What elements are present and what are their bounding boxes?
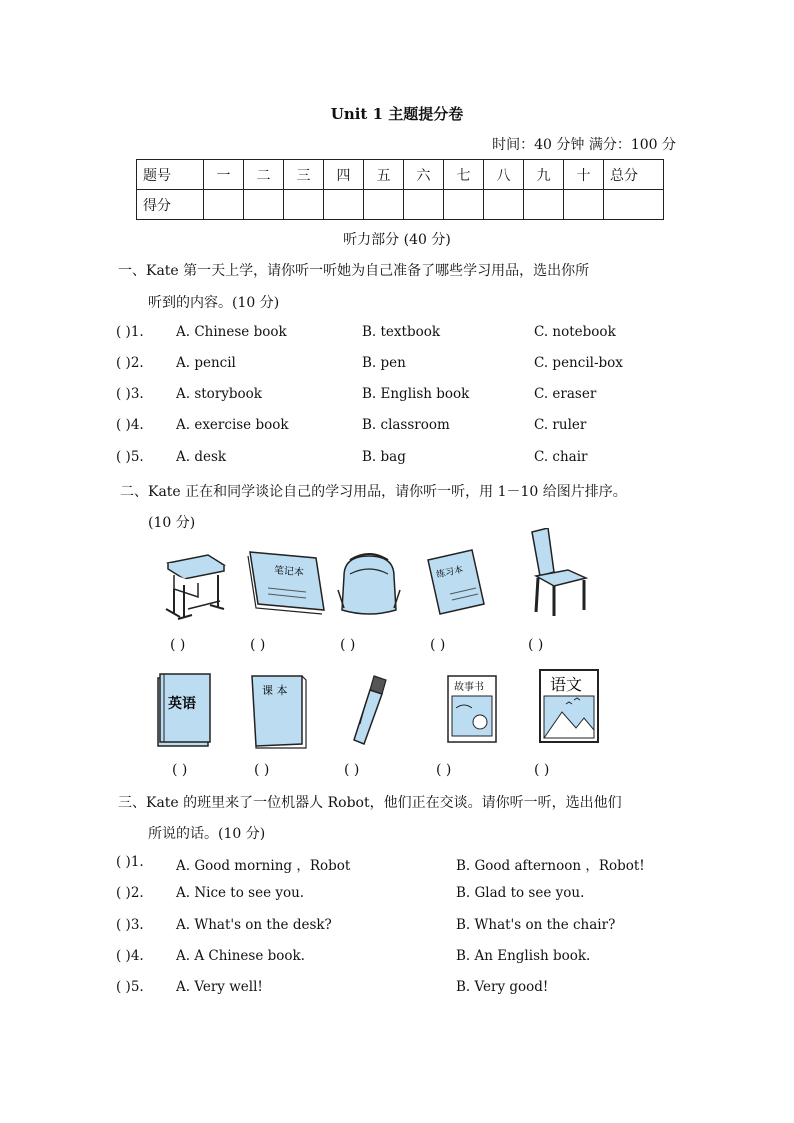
chinese-book-label: 语文 bbox=[550, 675, 583, 694]
option-a: A. Nice to see you. bbox=[176, 885, 305, 901]
option-b: B. textbook bbox=[362, 324, 441, 340]
score-input-cell[interactable] bbox=[564, 190, 604, 220]
option-a: A. desk bbox=[176, 449, 227, 465]
score-input-cell[interactable] bbox=[604, 190, 664, 220]
score-cell: 四 bbox=[324, 160, 364, 190]
part3-heading-cont: 所说的话。(10 分) bbox=[148, 826, 266, 842]
score-input-cell[interactable] bbox=[204, 190, 244, 220]
answer-blank[interactable]: ( )2. bbox=[116, 885, 144, 901]
listening-section-title: 听力部分 (40 分) bbox=[343, 232, 451, 248]
option-b: B. An English book. bbox=[456, 948, 591, 964]
picture-order-blank[interactable]: ( ) bbox=[344, 762, 360, 778]
picture-order-blank[interactable]: ( ) bbox=[528, 637, 544, 653]
option-b: B. bag bbox=[362, 449, 406, 465]
option-b: B. Glad to see you. bbox=[456, 885, 585, 901]
score-input-cell[interactable] bbox=[524, 190, 564, 220]
option-a: A. storybook bbox=[176, 386, 262, 402]
exercise-book-label: 练习本 bbox=[435, 565, 465, 581]
score-row-label: 得分 bbox=[137, 190, 204, 220]
score-table-header-row bbox=[137, 160, 664, 190]
storybook-picture bbox=[444, 674, 500, 746]
option-c: C. chair bbox=[534, 449, 588, 465]
chinese-book-picture bbox=[536, 668, 602, 746]
part1-heading-cont: 听到的内容。(10 分) bbox=[148, 295, 280, 311]
option-b: B. What's on the chair? bbox=[456, 917, 616, 933]
option-a: A. What's on the desk? bbox=[176, 917, 332, 933]
schoolbag-picture bbox=[336, 550, 402, 620]
score-input-cell[interactable] bbox=[484, 190, 524, 220]
english-book-picture bbox=[154, 672, 212, 750]
score-cell: 二 bbox=[244, 160, 284, 190]
option-c: C. ruler bbox=[534, 417, 587, 433]
score-input-cell[interactable] bbox=[444, 190, 484, 220]
option-b: B. English book bbox=[362, 386, 470, 402]
picture-order-blank[interactable]: ( ) bbox=[340, 637, 356, 653]
score-cell: 五 bbox=[364, 160, 404, 190]
score-table bbox=[136, 159, 664, 220]
picture-order-blank[interactable]: ( ) bbox=[170, 637, 186, 653]
score-input-cell[interactable] bbox=[284, 190, 324, 220]
pen-picture bbox=[350, 672, 394, 750]
answer-blank[interactable]: ( )3. bbox=[116, 917, 144, 933]
option-a: A. pencil bbox=[176, 355, 236, 371]
option-a: A. Chinese book bbox=[176, 324, 287, 340]
time-info: 时间：40 分钟 满分：100 分 bbox=[492, 137, 676, 153]
score-input-cell[interactable] bbox=[324, 190, 364, 220]
option-b: B. classroom bbox=[362, 417, 450, 433]
option-a: A. Good morning ，Robot bbox=[176, 858, 351, 874]
answer-blank[interactable]: ( )1. bbox=[116, 854, 144, 870]
score-cell: 一 bbox=[204, 160, 244, 190]
score-cell: 九 bbox=[524, 160, 564, 190]
score-cell-total: 总分 bbox=[604, 160, 664, 190]
score-input-cell[interactable] bbox=[364, 190, 404, 220]
textbook-label: 课 本 bbox=[262, 684, 288, 697]
desk-picture bbox=[158, 545, 228, 625]
part3-heading: 三、Kate 的班里来了一位机器人 Robot，他们正在交谈。请你听一听，选出他们 bbox=[118, 795, 622, 811]
textbook-picture bbox=[248, 674, 308, 750]
picture-order-blank[interactable]: ( ) bbox=[250, 637, 266, 653]
score-cell: 七 bbox=[444, 160, 484, 190]
exercise-book-picture bbox=[424, 548, 488, 618]
option-b: B. pen bbox=[362, 355, 406, 371]
option-a: A. A Chinese book. bbox=[176, 948, 305, 964]
option-a: A. exercise book bbox=[176, 417, 289, 433]
score-cell: 十 bbox=[564, 160, 604, 190]
score-input-cell[interactable] bbox=[244, 190, 284, 220]
option-c: C. pencil-box bbox=[534, 355, 623, 371]
answer-blank[interactable]: ( )1. bbox=[116, 324, 144, 340]
score-cell: 六 bbox=[404, 160, 444, 190]
answer-blank[interactable]: ( )4. bbox=[116, 417, 144, 433]
notebook-label: 笔记本 bbox=[273, 565, 305, 579]
score-input-cell[interactable] bbox=[404, 190, 444, 220]
answer-blank[interactable]: ( )5. bbox=[116, 449, 144, 465]
option-b: B. Very good! bbox=[456, 979, 549, 995]
option-c: C. notebook bbox=[534, 324, 616, 340]
option-c: C. eraser bbox=[534, 386, 597, 402]
page-title: Unit 1 主题提分卷 bbox=[330, 105, 464, 123]
answer-blank[interactable]: ( )3. bbox=[116, 386, 144, 402]
part2-heading: 二、Kate 正在和同学谈论自己的学习用品，请你听一听，用 1－10 给图片排序。 bbox=[120, 484, 627, 500]
score-cell: 三 bbox=[284, 160, 324, 190]
score-cell-label: 题号 bbox=[137, 160, 204, 190]
option-a: A. Very well! bbox=[176, 979, 263, 995]
score-table-score-row bbox=[137, 190, 664, 220]
picture-order-blank[interactable]: ( ) bbox=[534, 762, 550, 778]
part1-heading: 一、Kate 第一天上学，请你听一听她为自己准备了哪些学习用品，选出你所 bbox=[118, 263, 590, 279]
picture-order-blank[interactable]: ( ) bbox=[436, 762, 452, 778]
picture-order-blank[interactable]: ( ) bbox=[172, 762, 188, 778]
answer-blank[interactable]: ( )2. bbox=[116, 355, 144, 371]
chair-picture bbox=[524, 528, 590, 618]
score-cell: 八 bbox=[484, 160, 524, 190]
part2-heading-cont: (10 分) bbox=[148, 515, 196, 531]
answer-blank[interactable]: ( )4. bbox=[116, 948, 144, 964]
english-book-label: 英语 bbox=[168, 696, 196, 712]
answer-blank[interactable]: ( )5. bbox=[116, 979, 144, 995]
storybook-label: 故事书 bbox=[454, 682, 484, 693]
option-b: B. Good afternoon ，Robot! bbox=[456, 858, 645, 874]
picture-order-blank[interactable]: ( ) bbox=[430, 637, 446, 653]
picture-order-blank[interactable]: ( ) bbox=[254, 762, 270, 778]
notebook-picture bbox=[244, 548, 326, 618]
